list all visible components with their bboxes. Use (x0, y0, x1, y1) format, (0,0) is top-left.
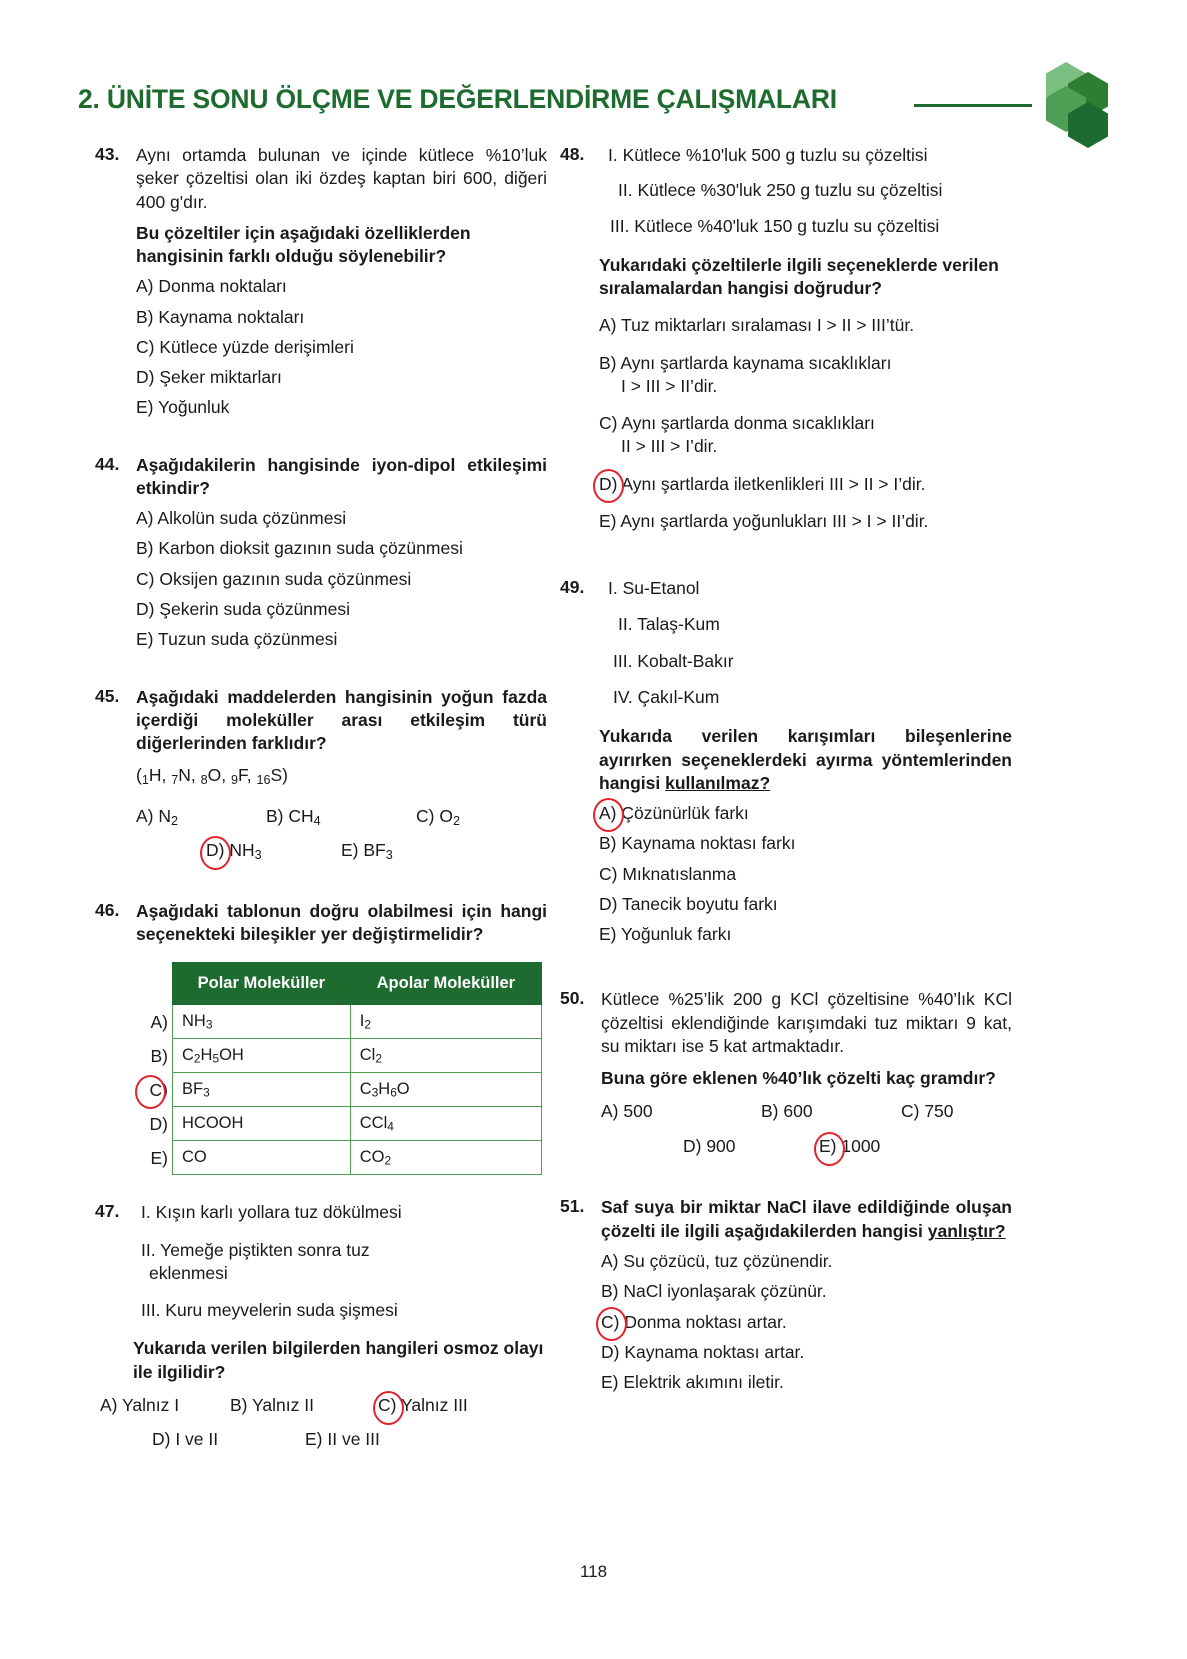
option-b[interactable]: B) Kaynama noktaları (136, 306, 305, 327)
table-header-row (173, 963, 542, 1005)
question-45 (95, 686, 547, 864)
roman-item-iii: III. Kütlece %40'luk 150 g tuzlu su çözeltisi (610, 215, 940, 236)
header-rule (914, 104, 1032, 107)
option-a[interactable]: A) Su çözücü, tuz çözünendir. (601, 1250, 833, 1271)
option-row-2 (100, 1429, 547, 1453)
option-c[interactable]: C) Mıknatıslanma (599, 863, 737, 884)
cell-polar: $BF_3$ (173, 1073, 351, 1107)
option-b[interactable]: B) 600 (761, 1101, 813, 1122)
option-b[interactable]: B) NaCl iyonlaşarak çözünür. (601, 1281, 827, 1302)
option-d[interactable]: D) Şekerin suda çözünmesi (136, 598, 350, 619)
question-number: 44. (95, 453, 120, 474)
table-row[interactable] (173, 1141, 542, 1175)
option-d[interactable]: D) Aynı şartlarda iletkenlikleri III > II > I’dir. (599, 473, 1012, 496)
option-e[interactable]: E) Yoğunluk farkı (599, 924, 732, 945)
roman-item-i: I. Kütlece %10'luk 500 g tuzlu su çözeltisi (608, 145, 928, 165)
option-e[interactable]: E) Yoğunluk (136, 397, 230, 418)
question-number: 43. (95, 144, 120, 164)
question-number: 48. (560, 144, 585, 164)
row-label-d: D) (149, 1114, 168, 1135)
option-b[interactable]: B) Aynı şartlarda kaynama sıcaklıkları I > III > II’dir. (599, 352, 1012, 399)
question-44 (95, 454, 547, 652)
column-header-apolar: Apolar Moleküller (350, 963, 541, 1005)
option-d[interactable]: D) Şeker miktarları (136, 367, 282, 388)
row-label-c[interactable]: C) (136, 1073, 168, 1107)
option-e[interactable]: E) 1000 (819, 1136, 880, 1157)
question-46 (95, 900, 547, 1176)
option-b[interactable]: B) Karbon dioksit gazının suda çözünmesi (136, 538, 463, 559)
cell-apolar: CCl$_4$ (350, 1107, 541, 1141)
question-prompt: Aşağıdaki tablonun doğru olabilmesi için hangi seçenekteki bileşikler yer değiştirmelidir? (136, 900, 547, 945)
question-prompt: Aşağıdaki maddelerden hangisinin yoğun fazda içerdiği moleküller arası etkileşim türü diğerlerinden farklıdır? (136, 686, 547, 754)
option-row-2 (601, 1136, 1012, 1160)
option-b[interactable]: B) $CH_4$ (266, 805, 321, 828)
cell-apolar: $I_2$ (350, 1005, 541, 1039)
option-b[interactable]: B) Yalnız II (230, 1394, 314, 1415)
question-prompt: Yukarıdaki çözeltilerle ilgili seçeneklerde verilen sıralamalardan hangisi doğrudur? (599, 254, 999, 299)
option-d[interactable]: D) Tanecik boyutu farkı (599, 893, 778, 914)
table-row[interactable] (173, 1039, 542, 1073)
option-d[interactable]: D) $NH_3$ (206, 840, 262, 862)
question-number: 45. (95, 685, 120, 706)
option-c[interactable]: C) Yalnız III (378, 1395, 468, 1416)
table-row[interactable] (173, 1107, 542, 1141)
option-e[interactable]: E) II ve III (305, 1428, 380, 1449)
page-title: 2. ÜNİTE SONU ÖLÇME VE DEĞERLENDİRME ÇALIŞMALARI (78, 84, 837, 114)
question-number: 47. (95, 1201, 120, 1222)
option-row-1 (100, 1395, 547, 1419)
page-header (78, 78, 1108, 138)
option-a[interactable]: A) Alkolün suda çözünmesi (136, 508, 347, 529)
question-number: 46. (95, 899, 120, 920)
question-prompt: Buna göre eklenen %40’lık çözelti kaç gramdır? (601, 1068, 996, 1089)
molecules-table-wrapper (149, 962, 547, 1175)
option-e[interactable]: E) $BF_3$ (341, 839, 393, 862)
roman-item-iv: IV. Çakıl-Kum (613, 686, 720, 707)
hexagon-logo-icon (1030, 62, 1108, 148)
cell-polar: $NH_3$ (173, 1005, 351, 1039)
prompt-emphasis: kullanılmaz? (665, 772, 771, 793)
cell-polar: CO (173, 1141, 351, 1175)
row-label-a: A) (150, 1012, 168, 1033)
option-a[interactable]: A) 500 (601, 1101, 653, 1122)
table-row-labels (136, 1005, 168, 1175)
option-c-line2: II > III > I’dir. (621, 436, 718, 457)
roman-item-i: I. Kışın karlı yollara tuz dökülmesi (141, 1202, 402, 1223)
left-column (95, 144, 547, 1479)
question-prompt: Aşağıdakilerin hangisinde iyon-dipol etkileşimi etkindir? (136, 454, 547, 498)
row-label-b: B) (150, 1046, 168, 1067)
option-b[interactable]: B) Kaynama noktası farkı (599, 833, 796, 854)
question-43 (95, 144, 547, 420)
question-51 (560, 1196, 1012, 1394)
question-47 (95, 1201, 547, 1453)
question-number: 51. (560, 1196, 585, 1217)
option-a[interactable]: A) Çözünürlük farkı (599, 802, 1012, 825)
table-row[interactable] (173, 1005, 542, 1039)
right-column (560, 144, 1012, 1420)
option-d[interactable]: D) 900 (683, 1136, 736, 1157)
option-c[interactable]: C) Donma noktası artar. (601, 1311, 1012, 1334)
option-a[interactable]: A) Tuz miktarları sıralaması I > II > III’tür. (599, 315, 915, 336)
question-number: 49. (560, 577, 585, 598)
option-e[interactable]: E) Elektrik akımını iletir. (601, 1372, 784, 1393)
question-prompt: Saf suya bir miktar NaCl ilave edildiğinde oluşan çözelti ile ilgili aşağıdakilerden hangisi yanlıştır? (601, 1197, 1012, 1241)
option-c[interactable]: C) $O_2$ (416, 805, 460, 828)
roman-item-ii: II. Talaş-Kum (618, 614, 720, 635)
cell-apolar: $CO_2$ (350, 1141, 541, 1175)
question-prompt: Yukarıda verilen karışımları bileşenlerine ayırırken seçeneklerdeki ayırma yöntemlerinden hangisi kullanılmaz? (599, 726, 1012, 793)
question-number: 50. (560, 988, 585, 1009)
option-a[interactable]: A) Donma noktaları (136, 276, 287, 297)
option-c[interactable]: C) 750 (901, 1101, 954, 1122)
page-number: 118 (579, 1562, 608, 1581)
question-48 (560, 144, 1012, 533)
question-prompt: Bu çözeltiler için aşağıdaki özelliklerden hangisinin farklı olduğu söylenebilir? (136, 222, 471, 267)
option-row-1 (601, 1101, 1012, 1125)
option-e[interactable]: E) Aynı şartlarda yoğunlukları III > I > II’dir. (599, 510, 929, 531)
cell-apolar: $Cl_2$ (350, 1039, 541, 1073)
prompt-emphasis: yanlıştır? (927, 1220, 1006, 1241)
roman-item-iii: III. Kobalt-Bakır (613, 650, 734, 671)
cell-polar: $C_2H_5OH$ (173, 1039, 351, 1073)
table-row[interactable] (173, 1073, 542, 1107)
option-c[interactable]: C) Aynı şartlarda donma sıcaklıkları II > III > I’dir. (599, 412, 1012, 459)
option-c[interactable]: C) Oksijen gazının suda çözünmesi (136, 568, 412, 589)
atomic-numbers-note: (1H, 7N, 8O, 9F, 16S) (136, 765, 288, 788)
option-row-2 (136, 840, 547, 864)
question-prompt: Yukarıda verilen bilgilerden hangileri osmoz olayı ile ilgilidir? (133, 1338, 544, 1382)
question-stem: Aynı ortamda bulunan ve içinde kütlece %10’luk şeker çözeltisi olan iki özdeş kaptan biri 600, diğeri 400 g'dır. (136, 145, 547, 212)
roman-item-i: I. Su-Etanol (608, 578, 700, 599)
cell-apolar: $C_3H_6O$ (350, 1073, 541, 1107)
question-stem: Kütlece %25’lik 200 g KCl çözeltisine %40’lık KCl çözeltisi eklendiğinde karışımdaki tuz miktarı 9 kat, su miktarı ise 5 kat artmaktadır. (601, 989, 1012, 1056)
option-d[interactable]: D) I ve II (152, 1428, 219, 1449)
question-49 (560, 577, 1012, 946)
roman-item-iii: III. Kuru meyvelerin suda şişmesi (141, 1300, 398, 1321)
molecules-table (172, 962, 542, 1175)
cell-polar: HCOOH (173, 1107, 351, 1141)
option-a[interactable]: A) $N_2$ (136, 805, 179, 828)
option-a[interactable]: A) Yalnız I (100, 1394, 180, 1415)
option-row-1 (136, 806, 547, 830)
question-50 (560, 988, 1012, 1160)
option-c[interactable]: C) Kütlece yüzde derişimleri (136, 336, 354, 357)
option-d[interactable]: D) Kaynama noktası artar. (601, 1341, 805, 1362)
option-e[interactable]: E) Tuzun suda çözünmesi (136, 629, 338, 650)
column-header-polar: Polar Moleküller (173, 963, 351, 1005)
row-label-e: E) (150, 1148, 168, 1169)
roman-item-ii: II. Kütlece %30'luk 250 g tuzlu su çözeltisi (618, 180, 943, 201)
roman-item-ii: II. Yemeğe piştikten sonra tuz eklenmesi (141, 1239, 370, 1283)
option-b-line2: I > III > II’dir. (621, 375, 718, 396)
